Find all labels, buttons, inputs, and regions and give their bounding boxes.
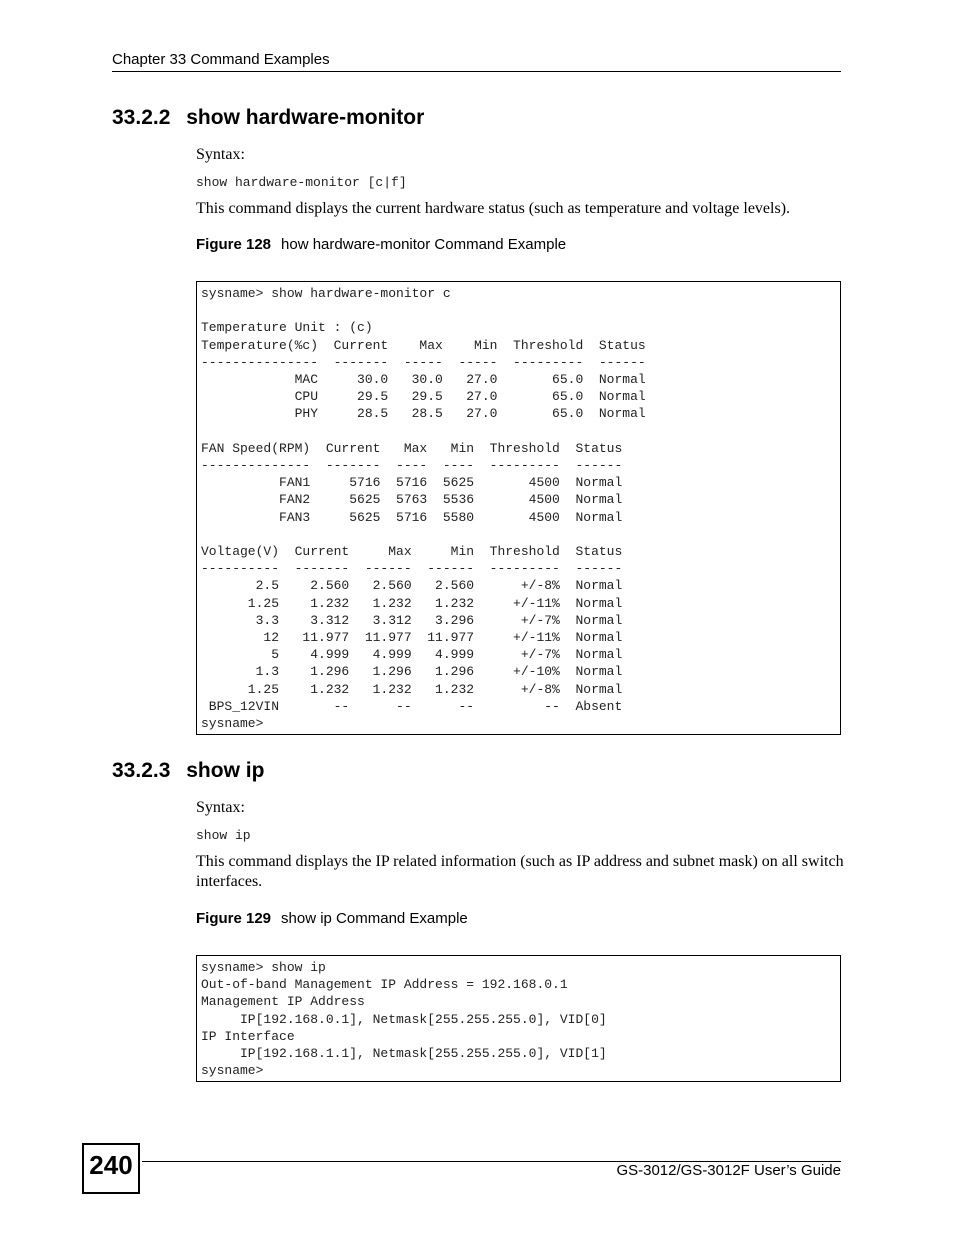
figure-title: how hardware-monitor Command Example xyxy=(281,236,567,253)
code-example-box xyxy=(196,955,841,1082)
section-heading-show-ip xyxy=(112,759,264,783)
figure-caption xyxy=(196,910,468,927)
syntax-label: Syntax: xyxy=(196,799,245,816)
section-title: show ip xyxy=(186,759,265,782)
figure-title: show ip Command Example xyxy=(281,910,468,927)
syntax-label: Syntax: xyxy=(196,146,245,163)
page-number: 240 xyxy=(89,1150,133,1180)
section-description: This command displays the current hardware status (such as temperature and voltage levels). xyxy=(196,200,791,217)
guide-title: GS-3012/GS-3012F User’s Guide xyxy=(616,1162,841,1179)
section-title: show hardware-monitor xyxy=(186,106,425,129)
syntax-code: show ip xyxy=(196,828,251,843)
header-rule xyxy=(112,71,841,72)
running-header: Chapter 33 Command Examples xyxy=(112,51,330,68)
syntax-code: show hardware-monitor [c|f] xyxy=(196,175,407,190)
figure-caption xyxy=(196,236,566,253)
section-number: 33.2.3 xyxy=(112,759,171,782)
figure-label: Figure 129 xyxy=(196,910,272,927)
section-heading-hardware-monitor xyxy=(112,106,424,130)
section-description: This command displays the IP related information (such as IP address and subnet mask) on all switch interfaces. xyxy=(196,853,844,890)
code-example-box xyxy=(196,281,841,735)
figure-label: Figure 128 xyxy=(196,236,272,253)
section-number: 33.2.2 xyxy=(112,106,171,129)
code-listing: sysname> show ip Out-of-band Management IP Address = 192.168.0.1 Management IP Address IP[192.168.0.1], Netmask[255.255.255.0], VID[0] IP Interface IP[192.168.1.1], Netmask[255.255.255.0], VID[1] sysname> xyxy=(201,960,607,1079)
code-listing: sysname> show hardware-monitor c Temperature Unit : (c) Temperature(%c) Current Max Min Threshold Status --------------- ------- ----- ----- --------- ------ MAC 30.0 30.0 27.0 65.0 Normal CPU 29.5 29.5 27.0 65.0 Normal PHY 28.5 28.5 27.0 65.0 Normal FAN Speed(RPM) Current Max Min Threshold Status -------------- ------- ---- ---- --------- ------ FAN1 5716 5716 5625 4500 Normal FAN2 5625 5763 5536 4500 Normal FAN3 5625 5716 5580 4500 Normal Voltage(V) Current Max Min Threshold Status ---------- ------- ------ ------ --------- ------ 2.5 2.560 2.560 2.560 +/-8% Normal 1.25 1.232 1.232 1.232 +/-11% Normal 3.3 3.312 3.312 3.296 +/-7% Normal 12 11.977 11.977 11.977 +/-11% Normal 5 4.999 4.999 4.999 +/-7% Normal 1.3 1.296 1.296 1.296 +/-10% Normal 1.25 1.232 1.232 1.232 +/-8% Normal BPS_12VIN -- -- -- -- Absent sysname> xyxy=(201,286,646,732)
